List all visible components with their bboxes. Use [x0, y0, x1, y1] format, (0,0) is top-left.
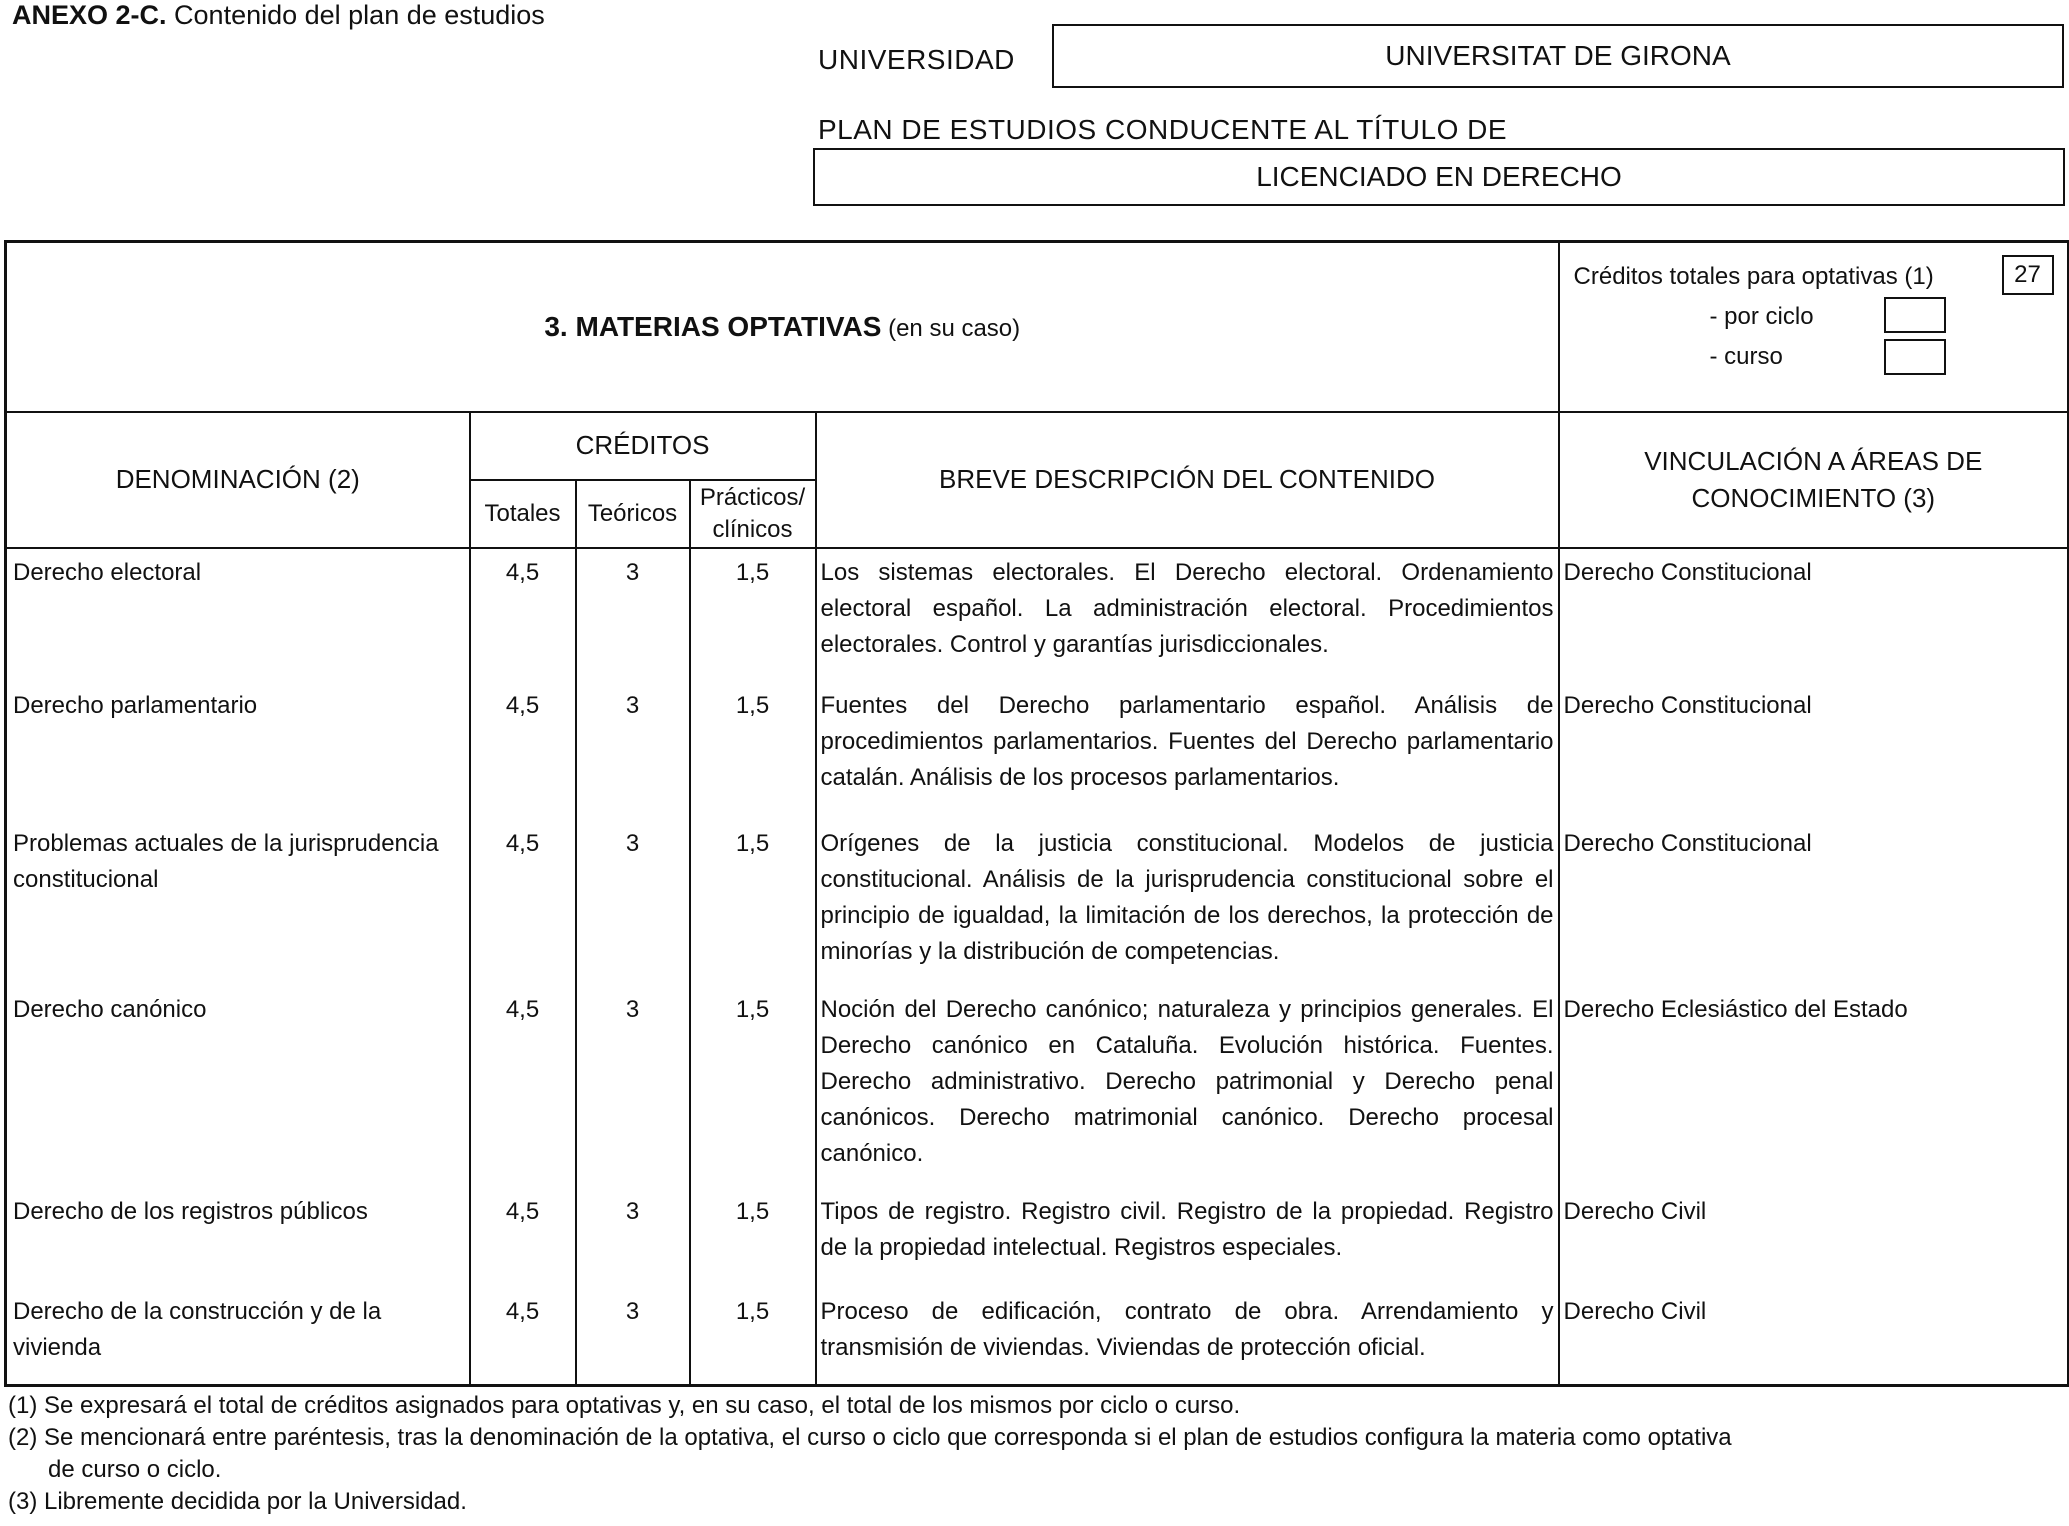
row-teoricos: 3 [576, 548, 690, 682]
section-title: 3. MATERIAS OPTATIVAS [544, 310, 882, 342]
footnote-3: (3) Libremente decidida por la Universidad. [8, 1488, 467, 1515]
optativas-credits-cell [1559, 242, 2069, 412]
section-title-suffix: (en su caso) [881, 314, 1021, 342]
row-denominacion: Derecho canónico [6, 986, 470, 1188]
row-denominacion: Derecho electoral [6, 548, 470, 682]
col-descripcion: BREVE DESCRIPCIÓN DEL CONTENIDO [816, 412, 1559, 548]
row-totales: 4,5 [470, 1188, 576, 1288]
curso-box [1884, 339, 1946, 375]
por-ciclo-box [1884, 297, 1946, 333]
document-heading [12, 0, 545, 31]
section-title-cell [6, 242, 1559, 412]
row-teoricos: 3 [576, 682, 690, 820]
footnotes [8, 1390, 1732, 1518]
row-practicos: 1,5 [690, 682, 816, 820]
row-denominacion: Derecho de la construcción y de la vivienda [6, 1288, 470, 1386]
por-ciclo-label: - por ciclo [1709, 303, 1814, 330]
table-row [6, 986, 2069, 1188]
col-practicos: Prácticos/ clínicos [690, 480, 816, 548]
row-practicos: 1,5 [690, 986, 816, 1188]
col-creditos: CRÉDITOS [470, 412, 816, 480]
table-row [6, 1188, 2069, 1288]
col-denominacion: DENOMINACIÓN (2) [6, 412, 470, 548]
annex-label: ANEXO 2-C. [12, 0, 167, 30]
optativas-total-box [2002, 255, 2054, 295]
table-row [6, 682, 2069, 820]
row-teoricos: 3 [576, 820, 690, 986]
table-row [6, 820, 2069, 986]
optativas-total: 27 [2014, 261, 2041, 288]
universidad-value: UNIVERSITAT DE GIRONA [1385, 40, 1731, 71]
row-practicos: 1,5 [690, 820, 816, 986]
row-area: Derecho Civil [1559, 1188, 2069, 1288]
row-area: Derecho Constitucional [1559, 548, 2069, 682]
row-area: Derecho Constitucional [1559, 682, 2069, 820]
row-descripcion: Los sistemas electorales. El Derecho electoral. Ordenamiento electoral español. La administración electoral. Procedimientos electorales. Control y garantías jurisdiccionales. [816, 548, 1559, 682]
row-totales: 4,5 [470, 986, 576, 1188]
row-area: Derecho Eclesiástico del Estado [1559, 986, 2069, 1188]
universidad-value-box [1052, 24, 2064, 88]
optativas-table-wrapper [4, 240, 2067, 1387]
footnote-1: (1) Se expresará el total de créditos asignados para optativas y, en su caso, el total de los mismos por ciclo o curso. [8, 1392, 1241, 1419]
table-row [6, 1288, 2069, 1386]
row-denominacion: Problemas actuales de la jurisprudencia constitucional [6, 820, 470, 986]
plan-value-box [813, 148, 2065, 206]
row-descripcion: Noción del Derecho canónico; naturaleza y principios generales. El Derecho canónico en Cataluña. Evolución histórica. Fuentes. Derecho administrativo. Derecho patrimonial y Derecho penal canónicos. Derecho matrimonial canónico. Derecho procesal canónico. [816, 986, 1559, 1188]
row-teoricos: 3 [576, 986, 690, 1188]
plan-value: LICENCIADO EN DERECHO [1256, 161, 1622, 192]
row-totales: 4,5 [470, 1288, 576, 1386]
row-totales: 4,5 [470, 548, 576, 682]
row-area: Derecho Civil [1559, 1288, 2069, 1386]
row-descripcion: Proceso de edificación, contrato de obra. Arrendamiento y transmisión de viviendas. Viviendas de protección oficial. [816, 1288, 1559, 1386]
universidad-label: UNIVERSIDAD [818, 44, 1015, 75]
col-teoricos: Teóricos [576, 480, 690, 548]
footnote-2: (2) Se mencionará entre paréntesis, tras la denominación de la optativa, el curso o ciclo que corresponda si el plan de estudios configura la materia como optativa [8, 1424, 1732, 1451]
row-totales: 4,5 [470, 682, 576, 820]
plan-label: PLAN DE ESTUDIOS CONDUCENTE AL TÍTULO DE [818, 114, 1508, 145]
row-teoricos: 3 [576, 1188, 690, 1288]
row-denominacion: Derecho parlamentario [6, 682, 470, 820]
row-area: Derecho Constitucional [1559, 820, 2069, 986]
optativas-label: Créditos totales para optativas (1) [1573, 263, 1934, 290]
curso-label: - curso [1709, 343, 1783, 370]
row-totales: 4,5 [470, 820, 576, 986]
row-practicos: 1,5 [690, 548, 816, 682]
annex-title: Contenido del plan de estudios [166, 0, 545, 30]
table-row [6, 548, 2069, 682]
optativas-table [4, 240, 2069, 1387]
row-descripcion: Fuentes del Derecho parlamentario español. Análisis de procedimientos parlamentarios. Fuentes del Derecho parlamentario catalán. Análisis de los procesos parlamentarios. [816, 682, 1559, 820]
row-practicos: 1,5 [690, 1188, 816, 1288]
row-descripcion: Tipos de registro. Registro civil. Registro de la propiedad. Registro de la propiedad intelectual. Registros especiales. [816, 1188, 1559, 1288]
col-totales: Totales [470, 480, 576, 548]
row-practicos: 1,5 [690, 1288, 816, 1386]
row-denominacion: Derecho de los registros públicos [6, 1188, 470, 1288]
row-teoricos: 3 [576, 1288, 690, 1386]
footnote-2-continued: de curso o ciclo. [48, 1456, 222, 1483]
col-vinculacion: VINCULACIÓN A ÁREAS DE CONOCIMIENTO (3) [1559, 412, 2069, 548]
row-descripcion: Orígenes de la justicia constitucional. Modelos de justicia constitucional. Análisis de la jurisprudencia constitucional sobre el principio de igualdad, la limitación de los derechos, la protección de minorías y la distribución de competencias. [816, 820, 1559, 986]
